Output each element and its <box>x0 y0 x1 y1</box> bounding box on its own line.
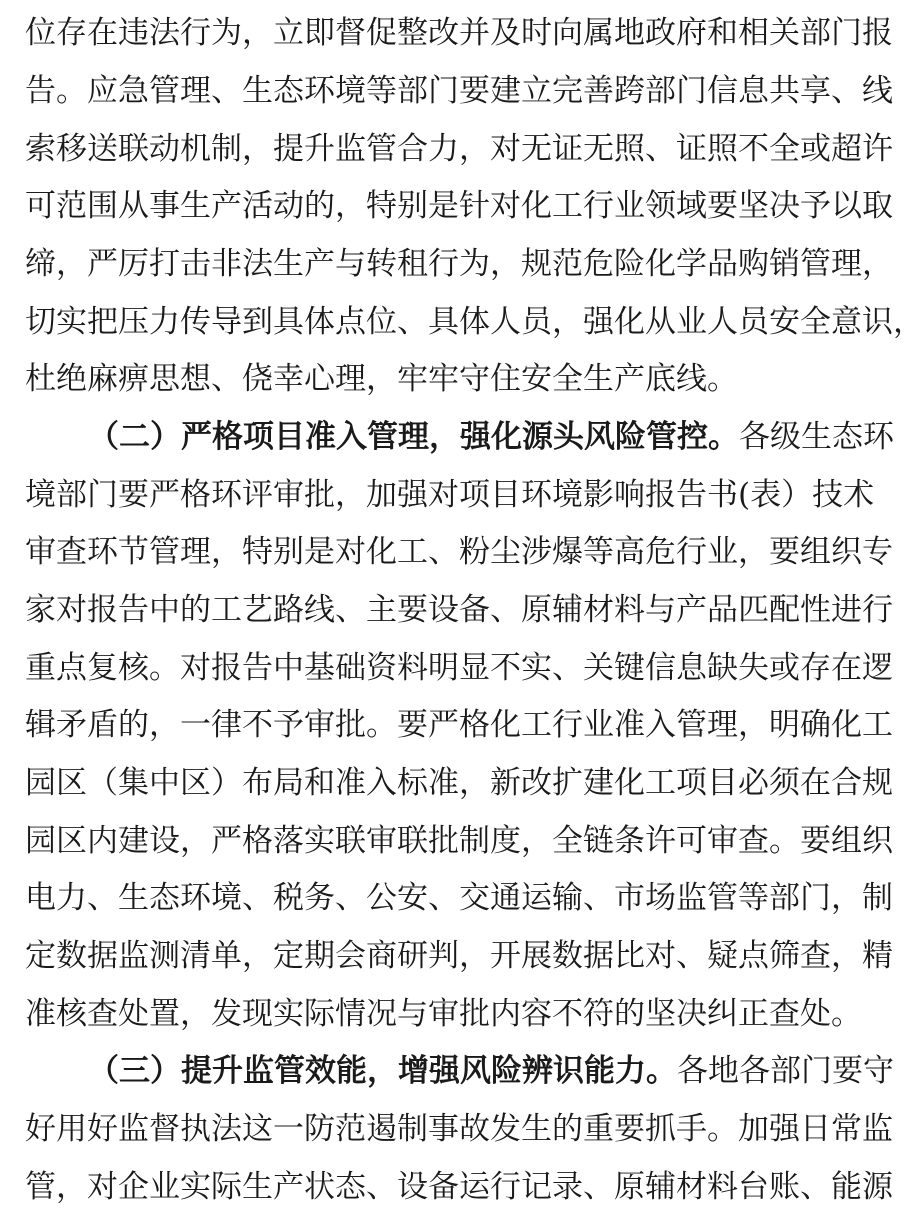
paragraph-line: 位存在违法行为，立即督促整改并及时向属地政府和相关部门报 <box>25 15 893 51</box>
section-heading-line <box>88 409 894 465</box>
paragraph-line: 好用好监督执法这一防范遏制事故发生的重要抓手。加强日常监 <box>25 1111 893 1147</box>
paragraph-line: 家对报告中的工艺路线、主要设备、原辅材料与产品匹配性进行 <box>25 592 893 628</box>
paragraph-line: 切实把压力传导到具体点位、具体人员，强化从业人员安全意识， <box>25 304 924 340</box>
paragraph-line: 境部门要严格环评审批，加强对项目环境影响报告书(表）技术 <box>25 477 875 513</box>
section-heading: （二）严格项目准入管理，强化源头风险管控。 <box>88 419 739 455</box>
paragraph-line: 缔，严厉打击非法生产与转租行为，规范危险化学品购销管理， <box>25 246 893 282</box>
section-text: 各级生态环 <box>739 419 894 455</box>
paragraph-line: 管，对企业实际生产状态、设备运行记录、原辅材料台账、能源 <box>25 1169 893 1205</box>
paragraph-line: 索移送联动机制，提升监管合力，对无证无照、证照不全或超许 <box>25 131 893 167</box>
paragraph-line: 辑矛盾的，一律不予审批。要严格化工行业准入管理，明确化工 <box>25 707 893 743</box>
paragraph-line: 告。应急管理、生态环境等部门要建立完善跨部门信息共享、线 <box>25 73 893 109</box>
paragraph-line: 园区内建设，严格落实联审联批制度，全链条许可审查。要组织 <box>25 823 893 859</box>
paragraph-line: 重点复核。对报告中基础资料明显不实、关键信息缺失或存在逻 <box>25 650 893 686</box>
paragraph-line: 园区（集中区）布局和准入标准，新改扩建化工项目必须在合规 <box>25 765 893 801</box>
paragraph-line: 审查环节管理，特别是对化工、粉尘涉爆等高危行业，要组织专 <box>25 534 893 570</box>
paragraph-line: 杜绝麻痹思想、侥幸心理，牢牢守住安全生产底线。 <box>25 361 738 397</box>
section-text: 各地各部门要守 <box>677 1053 894 1089</box>
paragraph-line: 可范围从事生产活动的，特别是针对化工行业领域要坚决予以取 <box>25 188 893 224</box>
paragraph-line: 准核查处置，发现实际情况与审批内容不符的坚决纠正查处。 <box>25 996 862 1032</box>
paragraph-line: 定数据监测清单，定期会商研判，开展数据比对、疑点筛查，精 <box>25 938 893 974</box>
section-heading: （三）提升监管效能，增强风险辨识能力。 <box>88 1053 677 1089</box>
section-heading-line <box>88 1043 894 1099</box>
paragraph-line: 电力、生态环境、税务、公安、交通运输、市场监管等部门，制 <box>25 880 893 916</box>
